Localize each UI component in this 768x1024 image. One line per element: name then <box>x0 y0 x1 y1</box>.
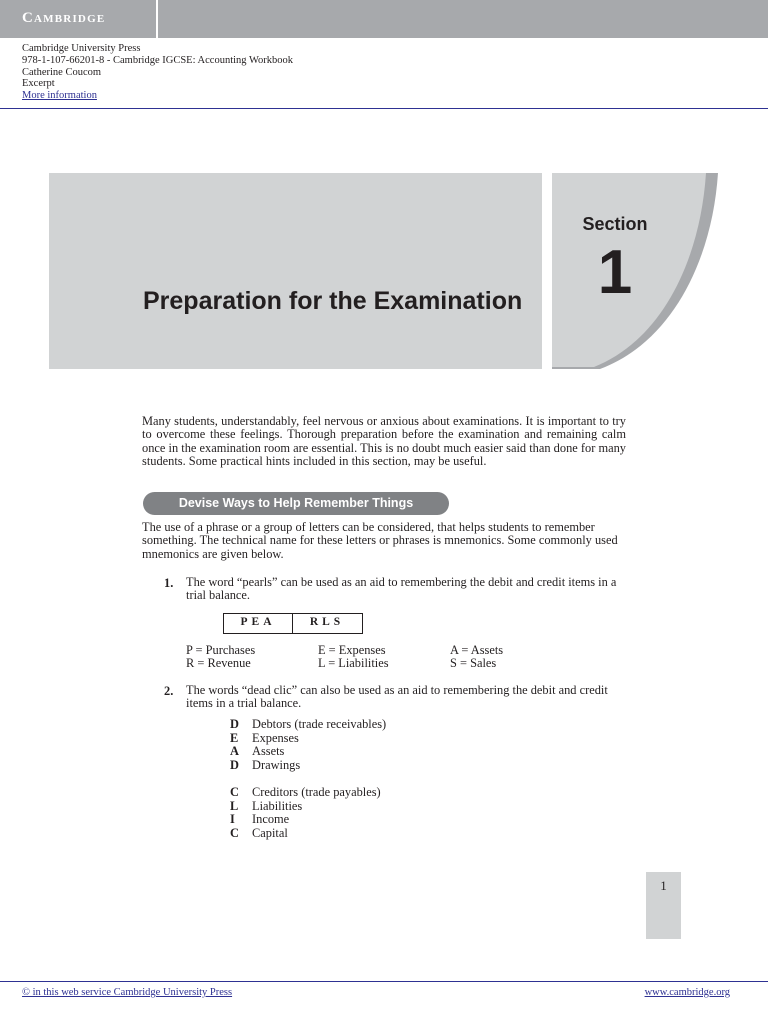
pearls-box <box>223 613 363 634</box>
header-divider <box>156 0 158 38</box>
key-sales: S = Sales <box>450 656 497 671</box>
key-purchases: P = Purchases <box>186 643 256 657</box>
mnemonics-paragraph: The use of a phrase or a group of letters can be considered, that helps students to remember something. The technical name for these letters or phrases is mnemonics. Some commonly used mnemonics are given below. <box>142 520 618 561</box>
section-heading: Devise Ways to Help Remember Things <box>143 492 449 515</box>
pearls-key-col-1 <box>186 644 255 671</box>
pearls-box-right: RLS <box>309 616 345 628</box>
cambridge-website-link[interactable]: www.cambridge.org <box>644 987 730 998</box>
header-rule <box>0 108 768 109</box>
list-item: L Liabilities <box>230 798 303 813</box>
footer-rule <box>0 981 768 982</box>
more-information-link[interactable]: More information <box>22 90 97 102</box>
list-item: C Capital <box>230 825 288 840</box>
header-band <box>0 0 768 38</box>
list-item: C Creditors (trade payables) <box>230 785 381 799</box>
item-2-text: The words “dead clic” can also be used as an aid to remembering the debit and credit items in a trial balance. <box>186 683 608 711</box>
list-item: D Drawings <box>230 757 301 772</box>
pearls-box-left: PEA <box>240 616 276 628</box>
page-number-tab <box>646 872 681 939</box>
isbn-title-line: 978-1-107-66201-8 - Cambridge IGCSE: Accounting Workbook <box>22 54 294 66</box>
chapter-title-box <box>49 173 542 369</box>
publisher-line: Cambridge University Press <box>22 43 141 54</box>
chapter-title: Preparation for the Examination <box>143 287 523 315</box>
section-label: Section <box>582 214 648 234</box>
section-number: 1 <box>597 238 633 307</box>
dead-list <box>230 718 386 772</box>
pearls-key-col-3 <box>450 644 503 671</box>
cambridge-logo: Cambridge <box>22 10 106 26</box>
item-1-text: The word “pearls” can be used as an aid to remembering the debit and credit items in a trial balance. <box>186 575 617 603</box>
item-1-number: 1. <box>164 576 174 590</box>
key-assets: A = Assets <box>450 643 504 657</box>
list-item: I Income <box>230 812 290 827</box>
page-number: 1 <box>660 878 667 893</box>
item-2-number: 2. <box>164 684 174 698</box>
key-expenses: E = Expenses <box>318 643 386 657</box>
book-metadata <box>22 43 293 102</box>
intro-paragraph: Many students, understandably, feel nervous or anxious about examinations. It is important to try to overcome these feelings. Thorough preparation before the examination and remaining calm once in the examination room are essential. This is no doubt much easier said than done for many students. Some practical hints included in this section, may be useful. <box>142 414 626 469</box>
pearls-key-col-2 <box>318 644 389 671</box>
key-liabilities: L = Liabilities <box>318 656 389 671</box>
list-item: E Expenses <box>230 730 299 745</box>
excerpt-line: Excerpt <box>22 78 55 90</box>
author-line: Catherine Coucom <box>22 66 102 78</box>
list-item: A Assets <box>230 744 285 759</box>
clic-list <box>230 786 381 840</box>
copyright-link[interactable]: © in this web service Cambridge University Press <box>22 987 233 998</box>
list-item: D Debtors (trade receivables) <box>230 717 387 731</box>
key-revenue: R = Revenue <box>186 656 251 671</box>
